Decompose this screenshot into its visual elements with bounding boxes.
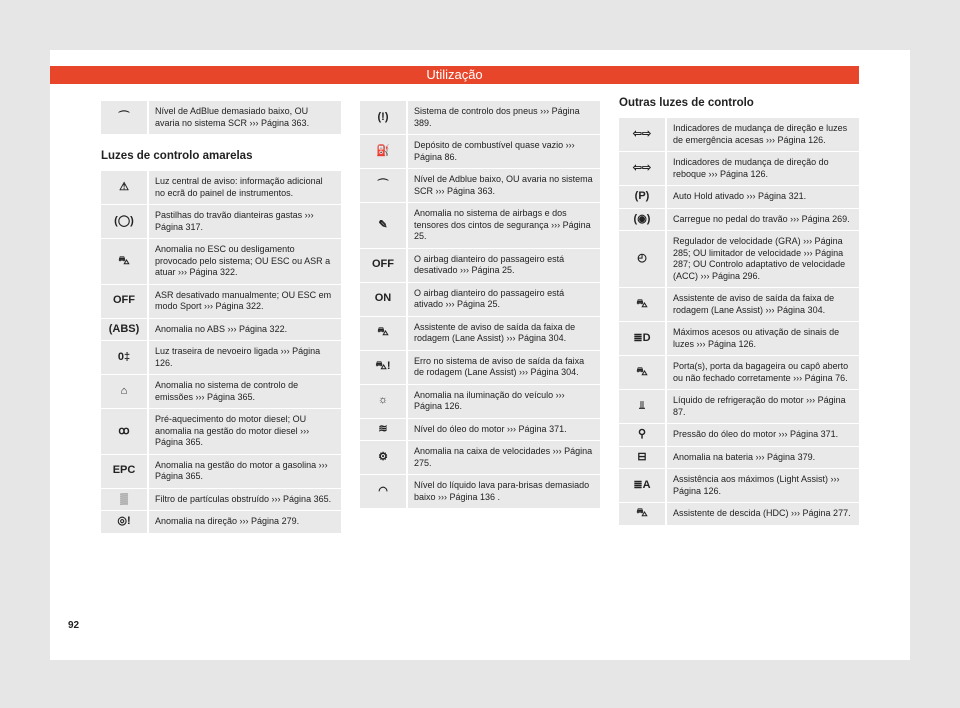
abs-icon: (ABS) [108, 322, 140, 335]
coolant-icon: ⫫ [638, 399, 646, 412]
indicator-row [101, 341, 341, 375]
indicator-description: Erro no sistema de aviso de saída da faixa de rodagem (Lane Assist) ››› Página 304. [407, 350, 600, 384]
battery-icon: ⊟ [637, 450, 647, 463]
indicator-description: Assistente de aviso de saída da faixa de rodagem (Lane Assist) ››› Página 304. [666, 288, 859, 322]
indicator-table-other [619, 117, 859, 525]
indicator-description: Anomalia na caixa de velocidades ››› Página 275. [407, 441, 600, 475]
indicator-description: Sistema de controlo dos pneus ››› Página 389. [407, 101, 600, 135]
indicator-icon-cell [360, 316, 407, 350]
indicator-icon-cell [360, 475, 407, 509]
indicator-row [619, 390, 859, 424]
oil-level-icon: ≋ [378, 422, 388, 435]
indicator-row [360, 475, 600, 509]
esc-car-icon: ⛍ [118, 254, 130, 267]
indicator-description: Assistência aos máximos (Light Assist) ››› Página 126. [666, 469, 859, 503]
indicator-icon-cell [360, 169, 407, 203]
indicator-icon-cell [619, 356, 666, 390]
airbag-icon: ✎ [378, 218, 388, 231]
indicator-row [619, 288, 859, 322]
section-title-yellow-lights: Luzes de controlo amarelas [101, 150, 253, 162]
indicator-row [619, 186, 859, 209]
indicator-icon-cell [619, 390, 666, 424]
high-beam-icon: ≣D [633, 331, 651, 344]
indicator-icon-cell [619, 503, 666, 525]
indicator-row [101, 318, 341, 341]
indicator-icon-cell [101, 284, 148, 318]
indicator-description: Auto Hold ativado ››› Página 321. [666, 186, 859, 209]
indicator-description: Assistente de aviso de saída da faixa de rodagem (Lane Assist) ››› Página 304. [407, 316, 600, 350]
indicator-description: Líquido de refrigeração do motor ››› Página 87. [666, 390, 859, 424]
indicator-description: Anomalia na iluminação do veículo ››› Página 126. [407, 384, 600, 418]
indicator-row [360, 441, 600, 475]
lane-assist-icon: ⛍ [636, 297, 648, 310]
indicator-row [360, 203, 600, 249]
indicator-description: ASR desativado manualmente; OU ESC em modo Sport ››› Página 322. [148, 284, 341, 318]
indicator-description: Porta(s), porta da bagageira ou capô aberto ou não fechado corretamente ››› Página 76. [666, 356, 859, 390]
indicator-icon-cell [619, 231, 666, 288]
indicator-row [619, 152, 859, 186]
tyre-pressure-icon: (!) [377, 110, 389, 123]
indicator-row [360, 418, 600, 441]
indicator-description: Indicadores de mudança de direção e luzes de emergência acesas ››› Página 126. [666, 118, 859, 152]
indicator-description: O airbag dianteiro do passageiro está desativado ››› Página 25. [407, 248, 600, 282]
particle-filter-icon: ▒ [120, 492, 128, 505]
indicator-row [101, 409, 341, 455]
indicator-icon-cell [360, 350, 407, 384]
indicator-row [101, 375, 341, 409]
indicator-row [360, 282, 600, 316]
indicator-row [101, 454, 341, 488]
column-left [101, 100, 341, 533]
indicator-row [101, 239, 341, 285]
warning-triangle-icon: ⚠ [119, 180, 129, 193]
indicator-row [619, 231, 859, 288]
indicator-description: Nível de AdBlue demasiado baixo, OU avaria no sistema SCR ››› Página 363. [148, 101, 341, 135]
fuel-icon: ⛽ [376, 144, 390, 157]
lane-assist-icon: ⛍ [377, 326, 389, 339]
indicator-description: Luz traseira de nevoeiro ligada ››› Página 126. [148, 341, 341, 375]
indicator-description: O airbag dianteiro do passageiro está ativado ››› Página 25. [407, 282, 600, 316]
indicator-icon-cell [619, 446, 666, 469]
indicator-description: Anomalia no sistema de controlo de emissões ››› Página 365. [148, 375, 341, 409]
engine-icon: ⌂ [120, 384, 128, 397]
indicator-row [619, 322, 859, 356]
indicator-row [360, 135, 600, 169]
passenger-airbag-on-icon: ON [374, 292, 392, 305]
indicator-description: Regulador de velocidade (GRA) ››› Página 285; OU limitador de velocidade ››› Página 287; OU Controlo adaptativo de velocidade (ACC) ››› Página 296. [666, 231, 859, 288]
indicator-row [101, 488, 341, 511]
indicator-icon-cell [360, 101, 407, 135]
turn-signals-icon: ⇦⇨ [632, 127, 652, 140]
indicator-description: Assistente de descida (HDC) ››› Página 277. [666, 503, 859, 525]
indicator-description: Filtro de partículas obstruído ››› Página 365. [148, 488, 341, 511]
indicator-row [101, 205, 341, 239]
column-middle [360, 100, 600, 508]
indicator-icon-cell [360, 203, 407, 249]
indicator-icon-cell [619, 186, 666, 209]
indicator-icon-cell [619, 322, 666, 356]
indicator-description: Luz central de aviso: informação adicional no ecrã do painel de instrumentos. [148, 171, 341, 205]
indicator-description: Anomalia no ESC ou desligamento provocado pelo sistema; OU ESC ou ASR a atuar ››› Página 322. [148, 239, 341, 285]
indicator-row [101, 171, 341, 205]
trailer-signal-icon: ⇦⇨ [632, 161, 652, 174]
indicator-table-top [101, 100, 341, 134]
indicator-table-middle [360, 100, 600, 508]
indicator-description: Anomalia no ABS ››› Página 322. [148, 318, 341, 341]
indicator-row [101, 284, 341, 318]
indicator-icon-cell [101, 409, 148, 455]
indicator-description: Pré-aquecimento do motor diesel; OU anomalia na gestão do motor diesel ››› Página 365. [148, 409, 341, 455]
indicator-row [101, 511, 341, 533]
indicator-row [360, 169, 600, 203]
indicator-description: Nível do óleo do motor ››› Página 371. [407, 418, 600, 441]
speed-control-icon: ◴ [637, 252, 647, 265]
indicator-row [619, 424, 859, 447]
indicator-description: Anomalia na gestão do motor a gasolina ››› Página 365. [148, 454, 341, 488]
lane-assist-error-icon: ⛍! [375, 360, 391, 373]
asr-off-icon: OFF [113, 294, 135, 307]
indicator-row [619, 356, 859, 390]
indicator-icon-cell [101, 454, 148, 488]
indicator-icon-cell [101, 171, 148, 205]
section-title-other-lights: Outras luzes de controlo [619, 97, 754, 109]
indicator-icon-cell [619, 288, 666, 322]
indicator-icon-cell [619, 208, 666, 231]
indicator-icon-cell [619, 469, 666, 503]
indicator-description: Anomalia na direção ››› Página 279. [148, 511, 341, 533]
indicator-icon-cell [101, 511, 148, 533]
indicator-icon-cell [101, 101, 148, 135]
page-header: Utilização [50, 66, 859, 84]
indicator-description: Nível de Adblue baixo, OU avaria no sistema SCR ››› Página 363. [407, 169, 600, 203]
page-number: 92 [68, 620, 80, 631]
indicator-description: Depósito de combustível quase vazio ››› Página 86. [407, 135, 600, 169]
column-right [619, 97, 859, 525]
passenger-airbag-off-icon: OFF [372, 258, 394, 271]
brake-pads-icon: (◯) [114, 214, 134, 227]
indicator-icon-cell [360, 248, 407, 282]
indicator-row [619, 118, 859, 152]
gearbox-icon: ⚙ [378, 450, 388, 463]
epc-icon: EPC [112, 464, 136, 477]
indicator-row [619, 208, 859, 231]
adblue-nozzle-icon: ⌒ [118, 110, 130, 123]
indicator-description: Anomalia no sistema de airbags e dos tensores dos cintos de segurança ››› Página 25. [407, 203, 600, 249]
indicator-row [360, 248, 600, 282]
indicator-description: Nível do líquido lava para-brisas demasiado baixo ››› Página 136 . [407, 475, 600, 509]
indicator-icon-cell [101, 341, 148, 375]
indicator-description: Pressão do óleo do motor ››› Página 371. [666, 424, 859, 447]
rear-fog-light-icon: 0‡ [117, 350, 131, 363]
washer-fluid-icon: ◠ [378, 484, 388, 497]
indicator-row [360, 316, 600, 350]
bulb-icon: ☼ [377, 394, 389, 407]
indicator-description: Máximos acesos ou ativação de sinais de luzes ››› Página 126. [666, 322, 859, 356]
indicator-icon-cell [101, 239, 148, 285]
indicator-description: Pastilhas do travão dianteiras gastas ››› Página 317. [148, 205, 341, 239]
indicator-icon-cell [619, 118, 666, 152]
indicator-icon-cell [619, 424, 666, 447]
indicator-row [360, 350, 600, 384]
indicator-icon-cell [360, 441, 407, 475]
indicator-row [619, 446, 859, 469]
indicator-row [360, 384, 600, 418]
indicator-icon-cell [619, 152, 666, 186]
indicator-row [619, 503, 859, 525]
indicator-icon-cell [101, 375, 148, 409]
hill-descent-icon: ⛍ [636, 507, 648, 519]
auto-hold-icon: (P) [634, 190, 650, 202]
indicator-icon-cell [360, 418, 407, 441]
indicator-table-yellow [101, 170, 341, 533]
adblue-nozzle-icon: ⌒ [377, 178, 389, 191]
indicator-description: Anomalia na bateria ››› Página 379. [666, 446, 859, 469]
oil-pressure-icon: ⚲ [637, 428, 647, 440]
light-assist-icon: ≣A [633, 478, 651, 491]
indicator-icon-cell [101, 318, 148, 341]
indicator-row [360, 101, 600, 135]
indicator-row [619, 469, 859, 503]
door-open-icon: ⛍ [636, 365, 648, 378]
indicator-icon-cell [360, 135, 407, 169]
indicator-row [101, 101, 341, 135]
indicator-icon-cell [101, 488, 148, 511]
indicator-icon-cell [360, 282, 407, 316]
indicator-description: Carregue no pedal do travão ››› Página 269. [666, 208, 859, 231]
brake-pedal-icon: (◉) [633, 212, 651, 225]
indicator-description: Indicadores de mudança de direção do reboque ››› Página 126. [666, 152, 859, 186]
indicator-icon-cell [360, 384, 407, 418]
steering-icon: ◎! [117, 515, 131, 527]
indicator-icon-cell [101, 205, 148, 239]
glow-plug-icon: ꝏ [118, 424, 130, 437]
